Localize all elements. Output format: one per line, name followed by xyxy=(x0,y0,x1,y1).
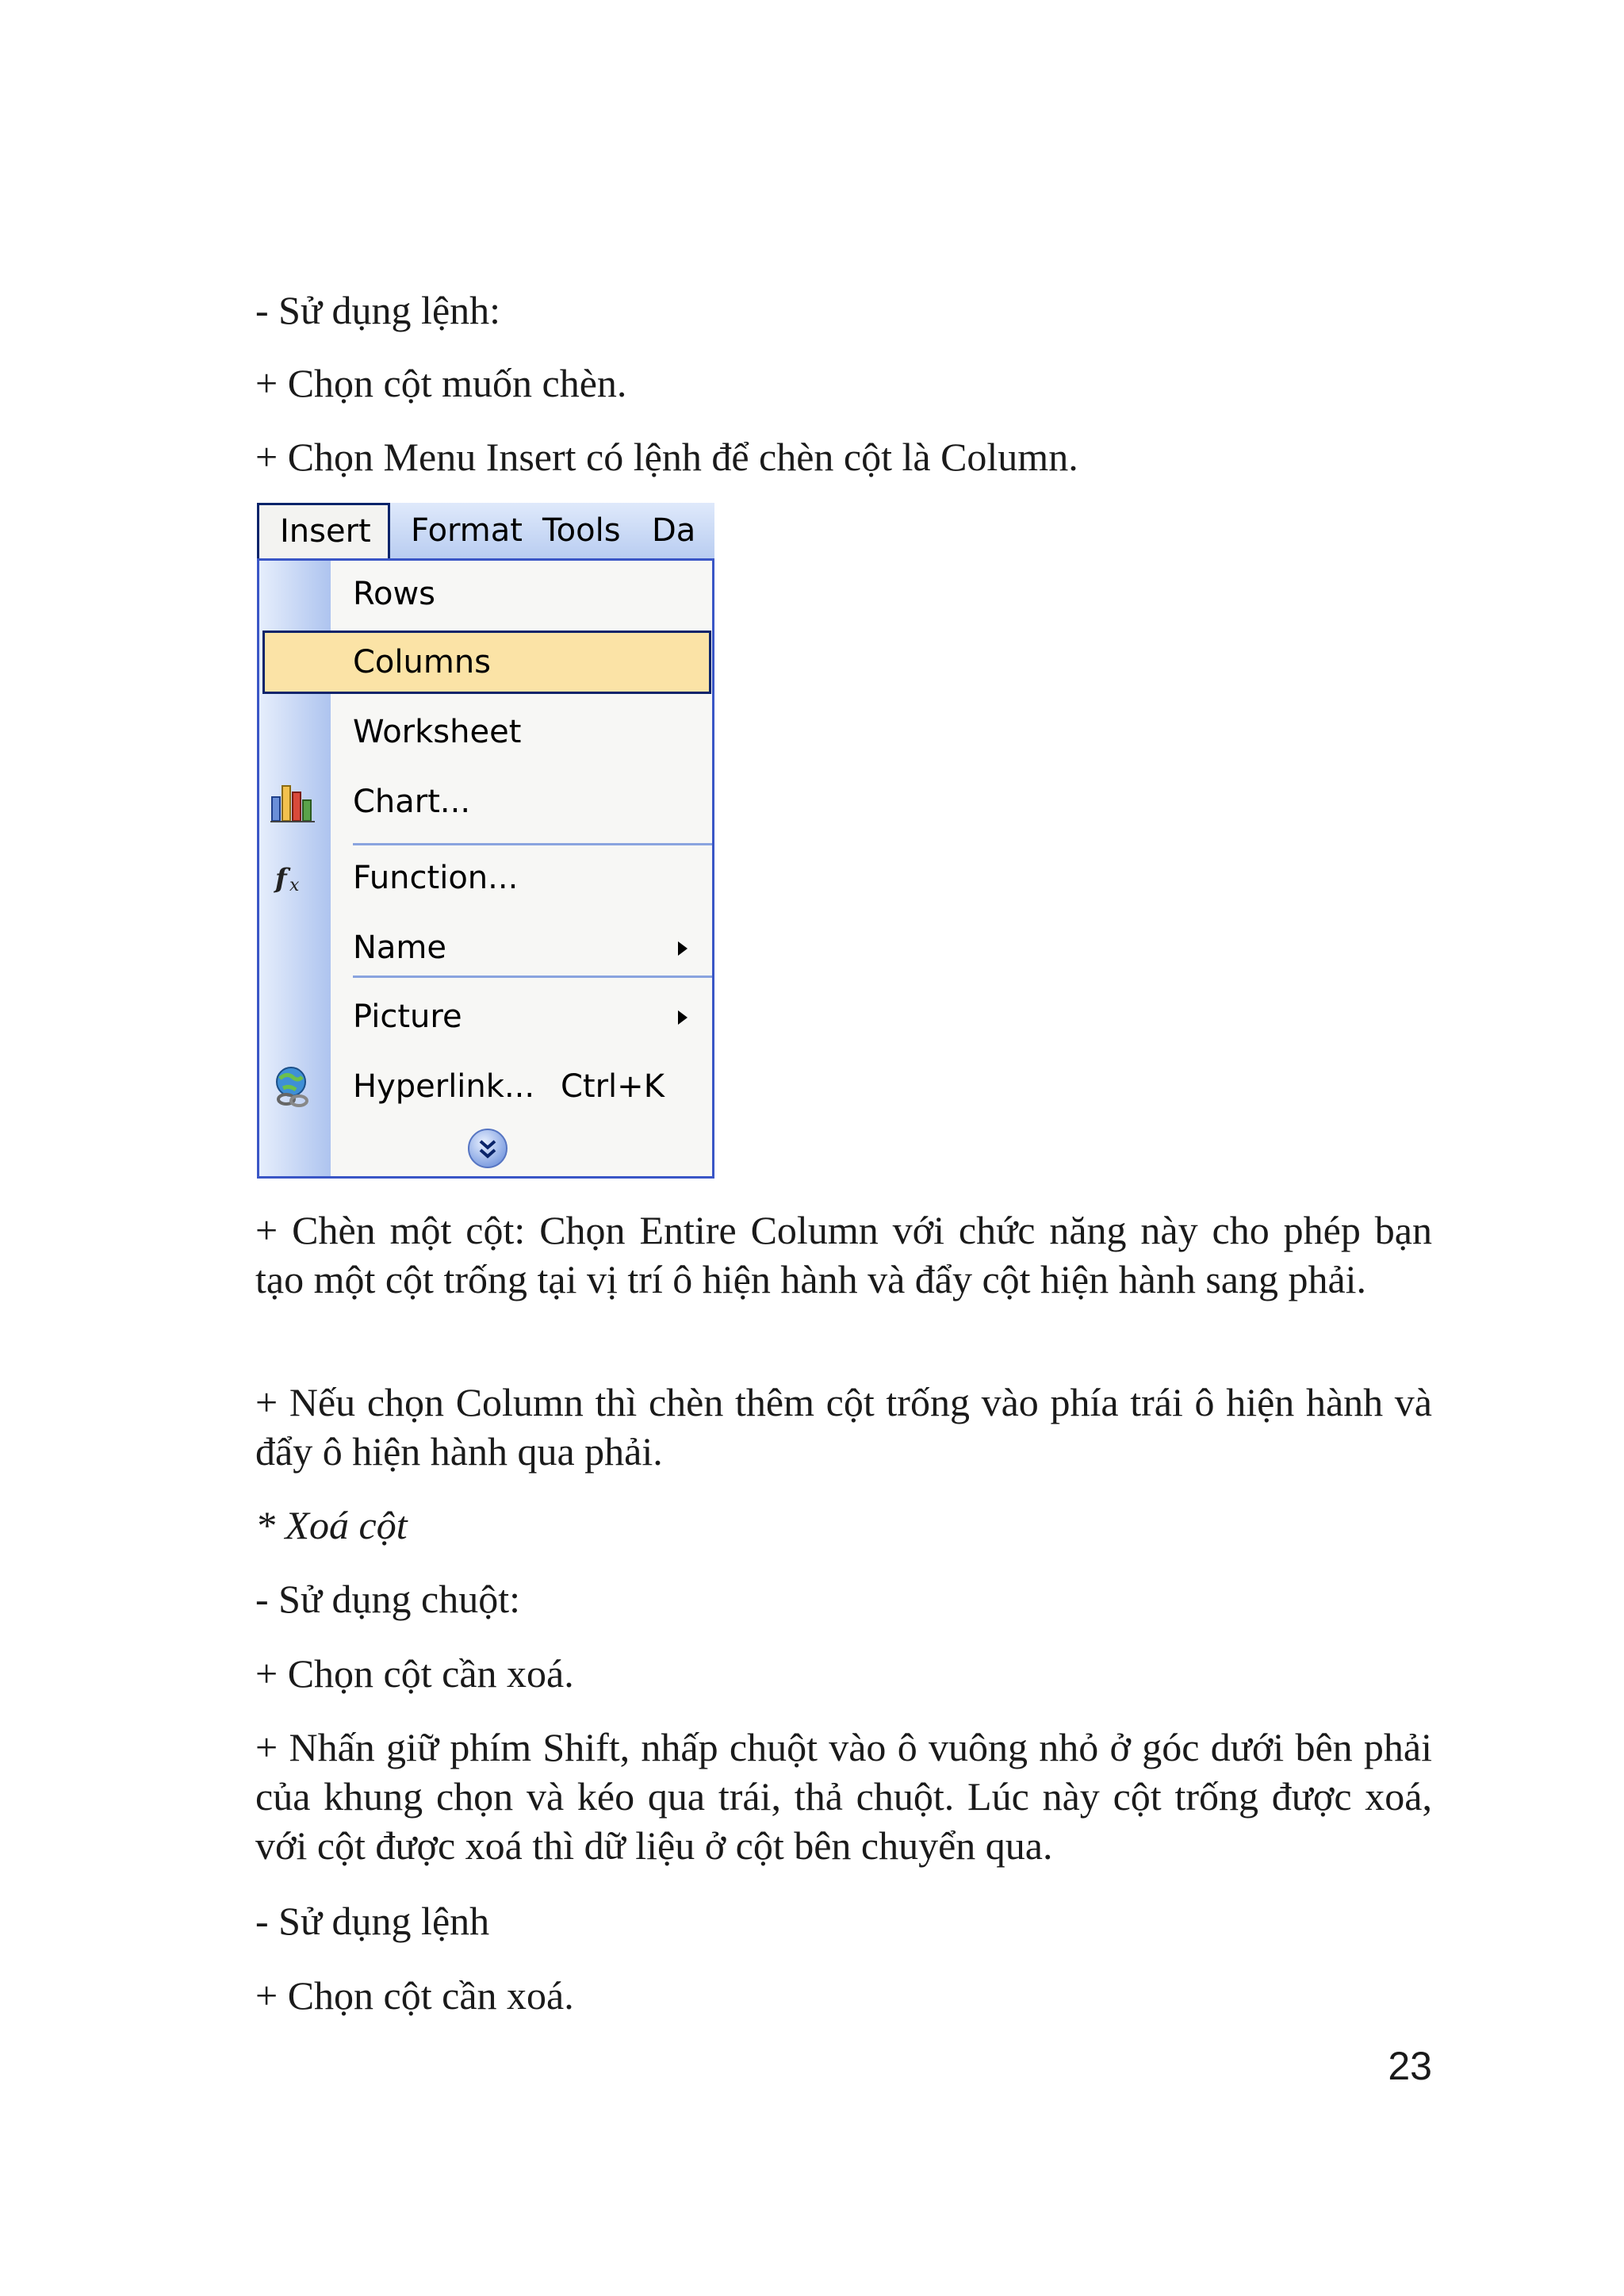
menu-item-label: Worksheet xyxy=(353,714,522,750)
menu-separator xyxy=(353,976,712,978)
svg-text:f: f xyxy=(275,863,287,895)
menu-item-label: Name xyxy=(353,930,447,966)
menu-item-label: Chart... xyxy=(353,784,471,820)
menu-item-worksheet[interactable] xyxy=(259,700,712,764)
svg-text:x: x xyxy=(289,876,300,895)
submenu-arrow-icon xyxy=(678,941,688,956)
menu-bar xyxy=(257,503,714,558)
section-heading-delete-column: * Xoá cột xyxy=(255,1503,408,1547)
menu-item-label: Hyperlink... xyxy=(353,1068,535,1105)
menu-item-picture[interactable] xyxy=(259,985,712,1048)
paragraph-use-mouse: - Sử dụng chuột: xyxy=(255,1577,521,1621)
menu-item-label: Rows xyxy=(353,576,436,612)
paragraph-insert-column: + Nếu chọn Column thì chèn thêm cột trống vào phía trái ô hiện hành và đẩy ô hiện hành qua phải. xyxy=(255,1380,1432,1474)
paragraph-insert-menu: + Chọn Menu Insert có lệnh để chèn cột là Column. xyxy=(255,435,1078,479)
paragraph-select-column-delete: + Chọn cột cần xoá. xyxy=(255,1651,574,1696)
page-number: 23 xyxy=(1388,2044,1432,2088)
menu-data[interactable]: Da xyxy=(652,512,696,549)
insert-dropdown xyxy=(257,558,714,1179)
hyperlink-globe-icon xyxy=(269,1064,318,1109)
paragraph-shift-drag: + Nhấn giữ phím Shift, nhấp chuột vào ô vuông nhỏ ở góc dưới bên phải của khung chọn và kéo qua trái, thả chuột. Lúc này cột trống được xoá, với cột được xoá thì dữ liệu ở cột bên chuyển qua. xyxy=(255,1725,1432,1868)
chevron-double-down-icon[interactable] xyxy=(467,1128,508,1169)
paragraph-insert-entire-column: + Chèn một cột: Chọn Entire Column với chức năng này cho phép bạn tạo một cột trống tại vị trí ô hiện hành và đẩy cột hiện hành sang phải. xyxy=(255,1208,1432,1301)
menu-format[interactable]: Format xyxy=(411,512,523,549)
menu-item-label: Picture xyxy=(353,999,462,1035)
menu-item-chart[interactable] xyxy=(259,770,712,834)
paragraph-select-column: + Chọn cột muốn chèn. xyxy=(255,361,627,405)
paragraph-use-command-delete: - Sử dụng lệnh xyxy=(255,1899,490,1943)
paragraph-select-column-delete-2: + Chọn cột cần xoá. xyxy=(255,1973,574,2018)
menu-item-hyperlink[interactable] xyxy=(259,1055,712,1118)
menu-item-function[interactable] xyxy=(259,846,712,910)
function-fx-icon xyxy=(269,856,318,900)
paragraph-use-command: - Sử dụng lệnh: xyxy=(255,288,501,332)
menu-tools[interactable]: Tools xyxy=(542,512,621,549)
insert-menu-screenshot xyxy=(257,503,714,1179)
submenu-arrow-icon xyxy=(678,1010,688,1025)
menu-item-name[interactable] xyxy=(259,916,712,979)
menu-item-label: Function... xyxy=(353,860,519,896)
menu-item-shortcut: Ctrl+K xyxy=(561,1068,665,1105)
menu-item-rows[interactable] xyxy=(259,562,712,626)
chart-icon xyxy=(269,780,318,824)
menu-item-columns[interactable] xyxy=(262,631,711,694)
menu-separator xyxy=(353,843,712,845)
menu-insert[interactable]: Insert xyxy=(257,503,390,561)
menu-item-label: Columns xyxy=(353,644,492,680)
